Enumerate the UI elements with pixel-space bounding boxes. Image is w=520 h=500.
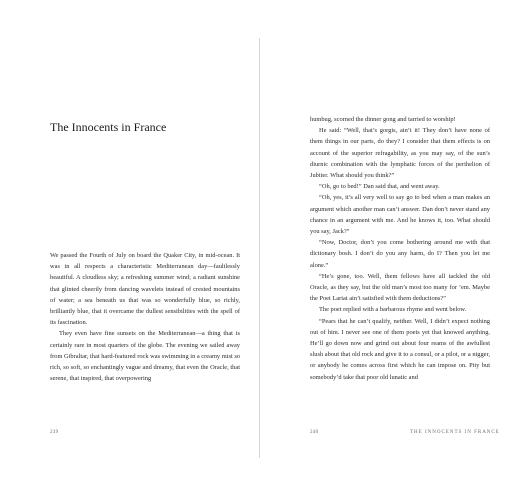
left-page <box>0 0 259 500</box>
left-paragraph-1: We passed the Fourth of July on board the Quaker City, in mid-ocean. It was in all respects a characteristic Mediterranean day—faultlessly beautiful. A cloudless sky; a refreshing summer wind; a radiant sunshine that glinted cheerily from dancing wavelets instead of crested mountains of water; a sea beneath us that was so wonderfully blue, so richly, brilliantly blue, that it overcame the dullest sensibilities with the spell of its fascination. <box>50 252 240 327</box>
right-paragraph-6: “He’s gone, too. Well, them fellows have all tackled the old Oracle, as they say, but the old man’s most too many for ’em. Maybe the Poet Lariat ain’t satisfied with them deductions?” <box>310 272 490 303</box>
right-page-text <box>310 114 490 383</box>
chapter-title: The Innocents in France <box>50 120 167 134</box>
right-paragraph-3: “Oh, go to bed!” Dan said that, and went away. <box>319 183 440 191</box>
right-paragraph-4: “Oh, yes, it’s all very well to say go to bed when a man makes an argument which another man can’t answer. Dan don’t never stand any chance in an argument with me. And he knows it, too. What should you say, Jack?” <box>310 194 490 236</box>
left-page-text <box>50 250 240 384</box>
right-page-number: 240 <box>310 430 319 435</box>
right-paragraph-5: “Now, Doctor, don’t you come bothering around me with that dictionary bosh. I don’t do you any harm, do I? Then you let me alone.” <box>310 239 490 269</box>
left-page-number: 239 <box>50 430 59 435</box>
right-paragraph-7: The poet replied with a barbarous rhyme and went below. <box>319 306 467 314</box>
right-paragraph-8: “Pears that he can’t qualify, neither. Well, I didn’t expect nothing out of him. I never see one of them poets yet that knowed anything. He’ll go down now and grind out about four reams of the awfullest slush about that old rock and give it to a consul, or a pilot, or a nigger, or anybody he comes across first which he can impose on. Pity but somebody’d take that poor old lunatic and <box>310 317 490 381</box>
right-paragraph-2: He said: “Well, that’s gorgis, ain’t it! They don’t have none of them things in our parts, do they? I consider that them effects is on account of the superior refragability, as you may say, of the sun’s diurnic combination with the lymphatic forces of the perihelion of Jubiter. What should you think?” <box>310 127 490 180</box>
right-paragraph-1: humbug, scorned the dinner gong and tarried to worship! <box>310 116 456 123</box>
left-paragraph-2: They even have fine sunsets on the Mediterranean—a thing that is certainly rare in most quarters of the globe. The evening we sailed away from Gibraltar, that hard-featured rock was swimming in a creamy mist so rich, so soft, so enchantingly vague and dreamy, that even the Oracle, that serene, that inspired, that overpowering <box>50 330 240 383</box>
running-head: THE INNOCENTS IN FRANCE <box>410 430 500 435</box>
right-page <box>260 0 520 500</box>
